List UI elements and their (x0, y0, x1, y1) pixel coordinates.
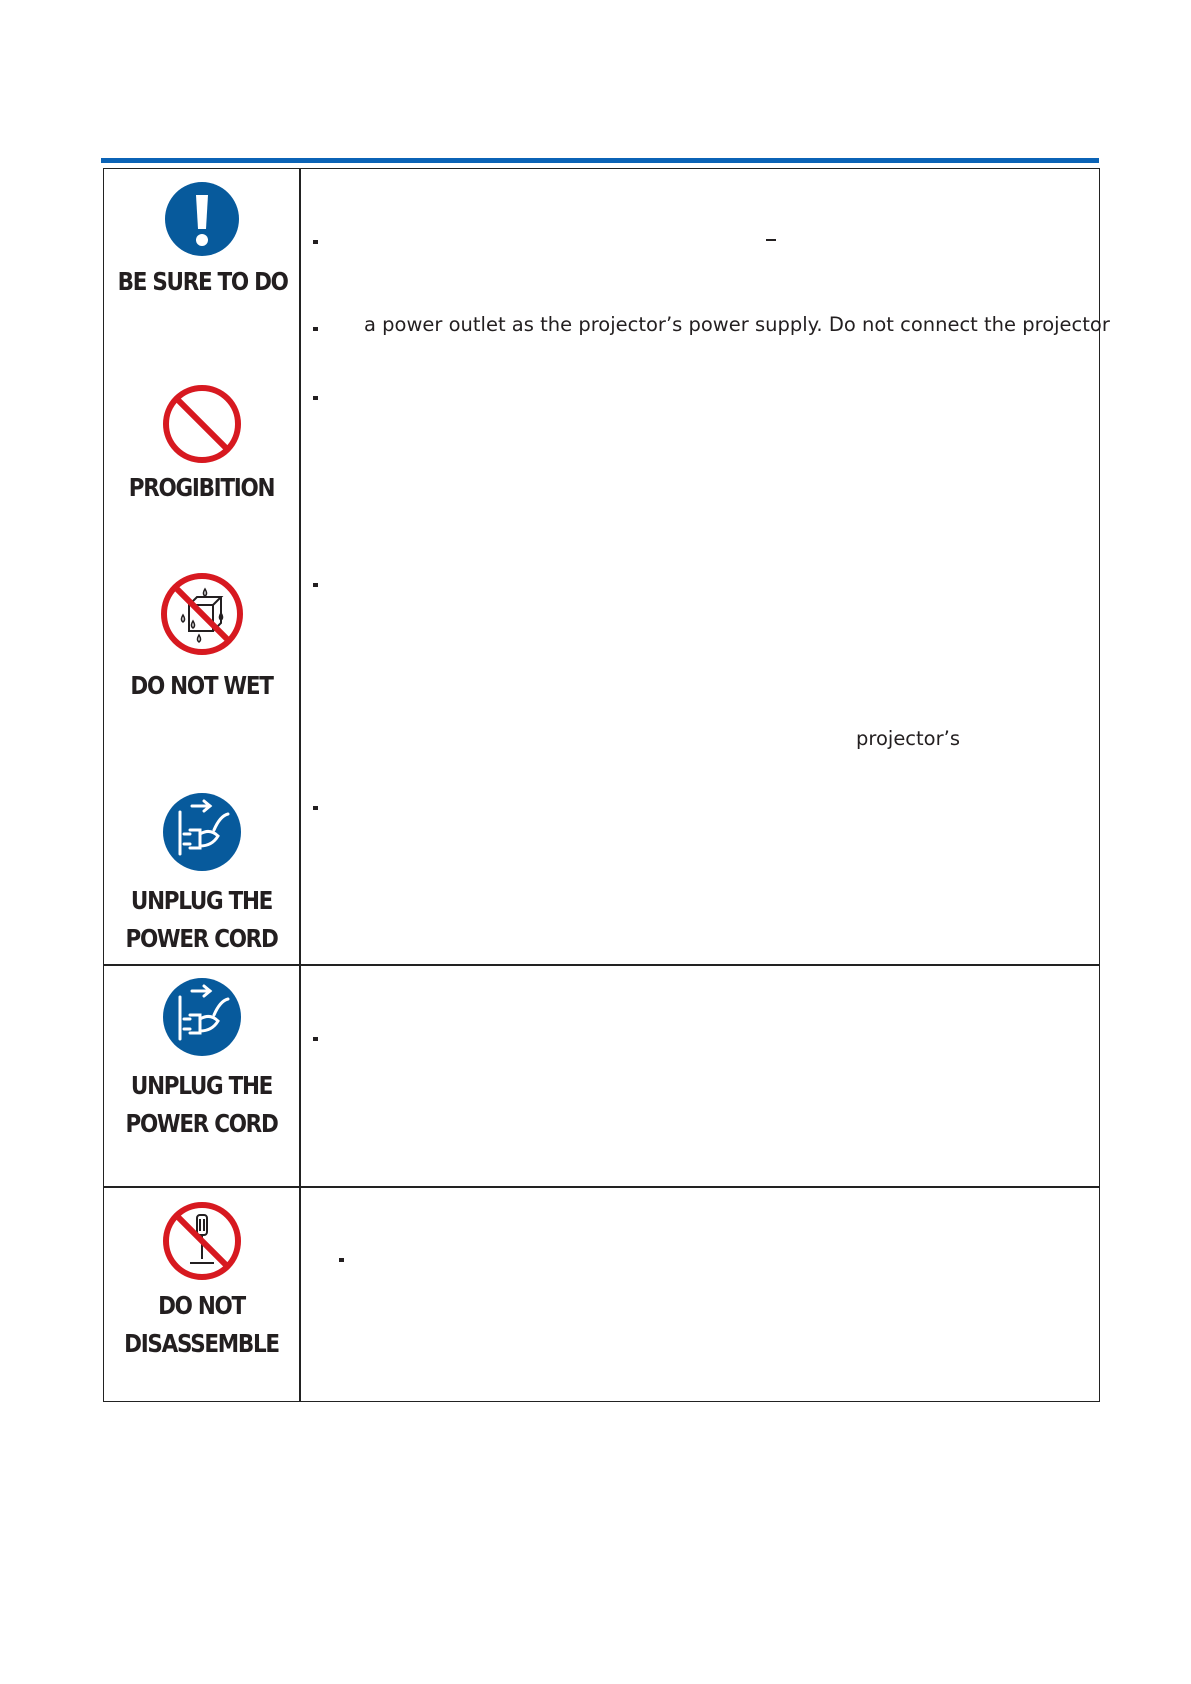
warning-text: a power outlet as the projector’s power supply. Do not connect the projector (364, 313, 1110, 336)
header-rule (101, 158, 1099, 163)
warning-do-not-wet (104, 571, 299, 705)
bullet (313, 1037, 318, 1041)
no-disassemble-icon (162, 1201, 242, 1281)
safety-table (103, 168, 1110, 1402)
bullet (339, 1258, 344, 1262)
row-divider (104, 964, 1099, 966)
warning-text: projector’s (856, 727, 960, 750)
prohibition-icon (161, 383, 243, 465)
exclamation-icon (164, 181, 240, 257)
warning-label: BE SURE TO DO (117, 267, 288, 296)
bullet (313, 327, 318, 331)
bullet (313, 240, 318, 244)
bullet (313, 396, 318, 400)
unplug-icon (162, 792, 242, 872)
unplug-icon (162, 977, 242, 1057)
warning-prohibition (104, 383, 299, 507)
warning-be-sure (104, 181, 299, 301)
warning-disassemble (104, 1201, 299, 1363)
warning-label: DO NOT WET (130, 671, 273, 700)
warning-unplug-1 (104, 792, 299, 958)
warning-label: UNPLUG THE POWER CORD (125, 886, 278, 953)
bullet (313, 806, 318, 810)
warning-unplug-2 (104, 977, 299, 1143)
row-divider (104, 1186, 1099, 1188)
warning-label: UNPLUG THE POWER CORD (125, 1071, 278, 1138)
warning-label: DO NOT DISASSEMBLE (124, 1291, 279, 1358)
bullet (313, 583, 318, 587)
warning-label: PROGIBITION (128, 473, 275, 502)
dash-mark (766, 239, 776, 241)
column-divider (299, 169, 301, 1401)
do-not-wet-icon (159, 571, 245, 657)
